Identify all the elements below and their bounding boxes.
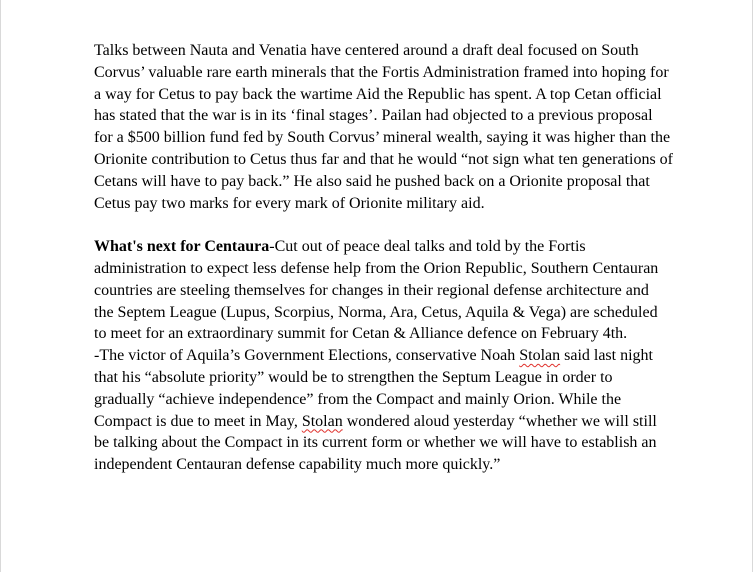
paragraph-text-3: wondered aloud yesterday “whether we will still be talking about the Compact in its current form or whether we will have to establish an independent Centauran defense capability much more quickly.” xyxy=(94,412,657,474)
misspelled-word[interactable]: Stolan xyxy=(301,412,343,430)
paragraph-negotiations: Talks between Nauta and Venatia have centered around a draft deal focused on South Corvus’ valuable rare earth minerals that the Fortis Administration framed into hoping for a way for Cetus to pay back the wartime Aid the Republic has spent. A top Cetan official has stated that the war is in its ‘final stages’. Pailan had objected to a previous proposal for a $500 billion fund fed by South Corvus’ mineral wealth, saying it was higher than the Orionite contribution to Cetus thus far and that he would “not sign what ten generations of Cetans will have to pay back.” He also said he pushed back on a Orionite proposal that Cetus pay two marks for every mark of Orionite military aid. xyxy=(94,42,673,212)
paragraph-text-2: said last night that his “absolute priority” would be to strengthen the Septum League in order to gradually “achieve independence” from the Compact and mainly Orion. While the Compact is due to meet in May, xyxy=(94,347,653,430)
document-body[interactable] xyxy=(94,40,674,476)
paragraph-spacer xyxy=(94,214,674,236)
paragraph-centaura-body: -Cut out of peace deal talks and told by the Fortis administration to expect less defense help from the Orion Republic, Southern Centauran countries are steeling themselves for changes in their regional defense architecture and the Septem League (Lupus, Scorpius, Norma, Ara, Cetus, Aquila & Vega) are scheduled to meet for an extraordinary summit for Cetan & Alliance defence on February 4th. xyxy=(94,238,659,343)
misspelled-word[interactable]: Stolan xyxy=(519,347,561,365)
paragraph-text-1: -The victor of Aquila’s Government Elections, conservative Noah xyxy=(94,347,520,365)
paragraph-aquila-election xyxy=(94,345,674,476)
paragraph-centaura xyxy=(94,236,666,345)
section-heading: What's next for Centaura xyxy=(94,238,270,256)
